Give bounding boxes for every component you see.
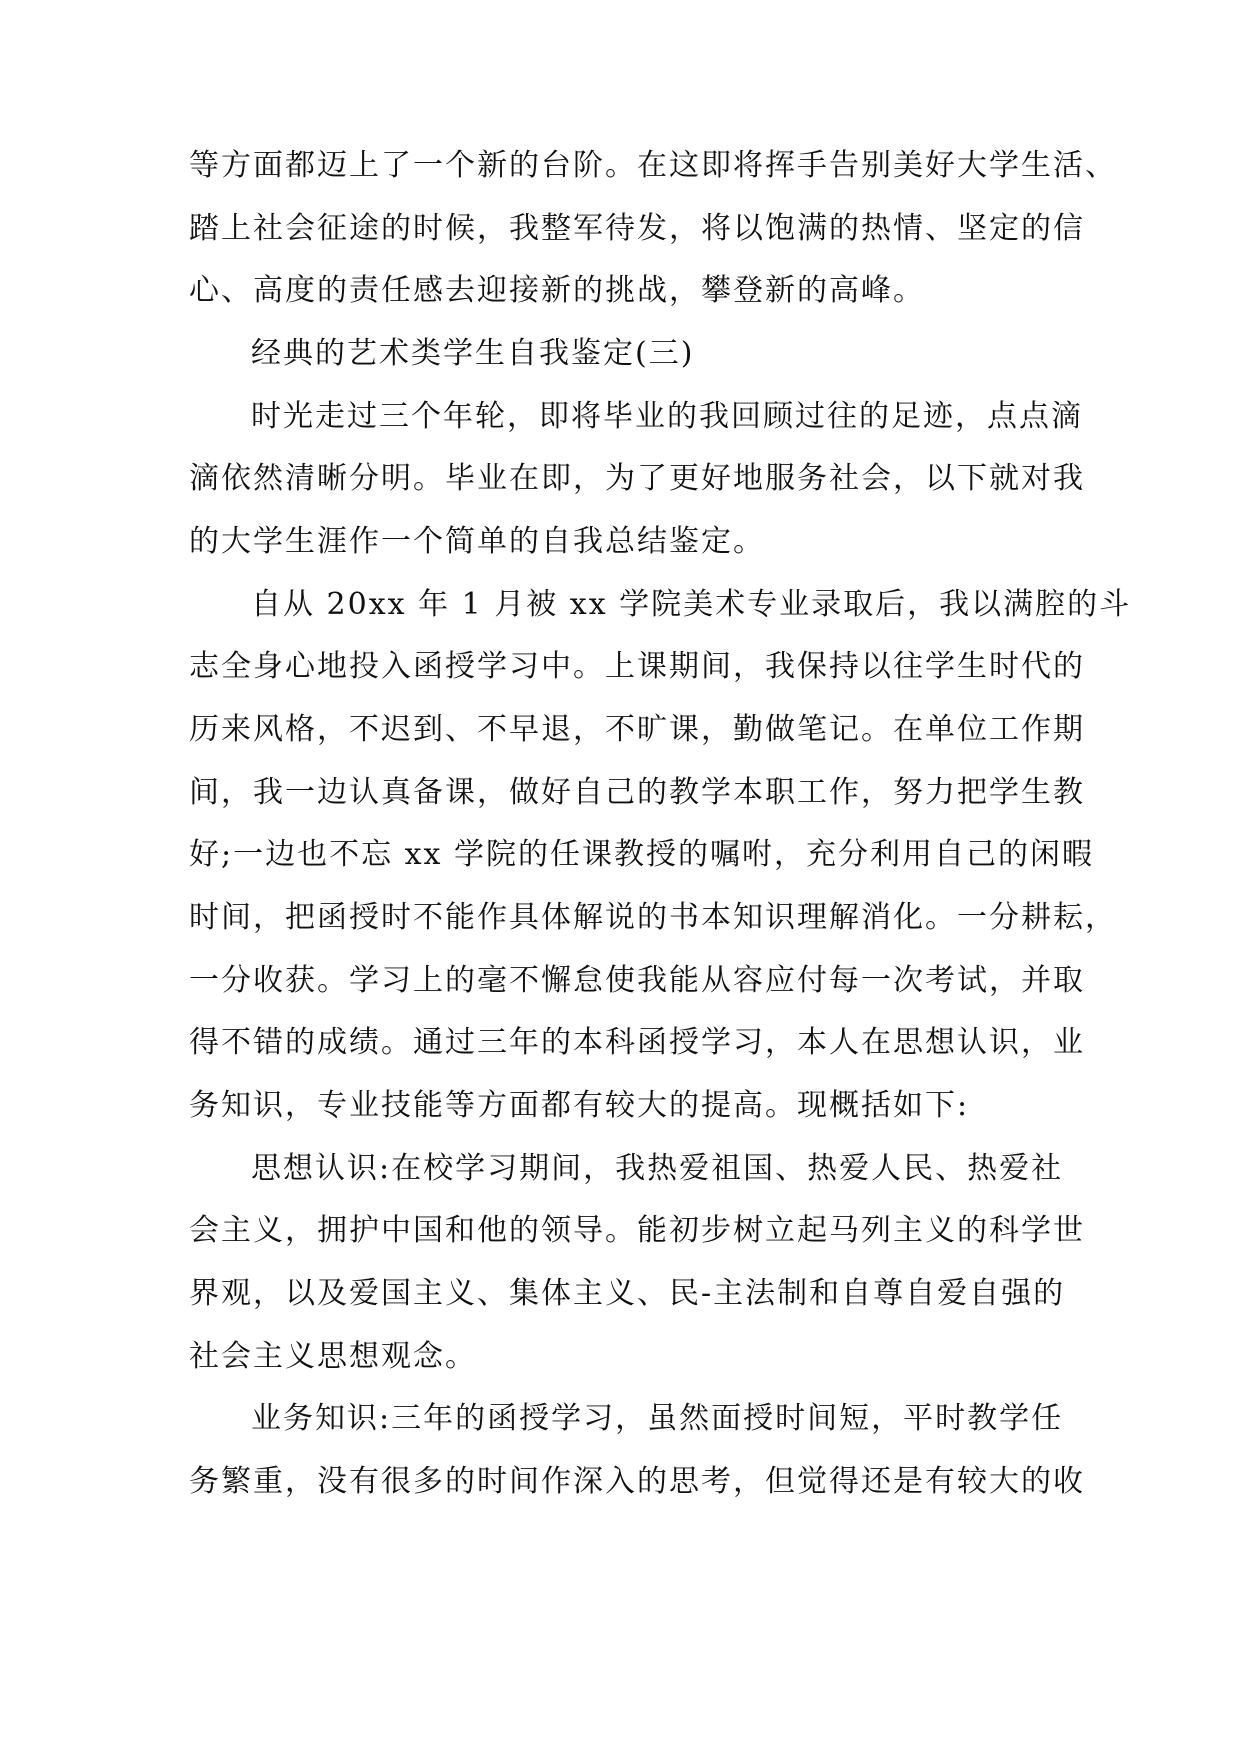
paragraph-line: 历来风格，不迟到、不早退，不旷课，勤做笔记。在单位工作期 — [189, 712, 1085, 747]
paragraph-line: 间，我一边认真备课，做好自己的教学本职工作，努力把学生教 — [189, 775, 1085, 810]
paragraph-line: 志全身心地投入函授学习中。上课期间，我保持以往学生时代的 — [189, 649, 1085, 684]
paragraph-line: 业务知识:三年的函授学习，虽然面授时间短，平时教学任 — [251, 1401, 1064, 1436]
paragraph-line: 务知识，专业技能等方面都有较大的提高。现概括如下: — [189, 1088, 970, 1123]
paragraph-line: 得不错的成绩。通过三年的本科函授学习，本人在思想认识，业 — [189, 1025, 1085, 1060]
paragraph-line: 思想认识:在校学习期间，我热爱祖国、热爱人民、热爱社 — [251, 1151, 1064, 1186]
paragraph-line: 的大学生涯作一个简单的自我总结鉴定。 — [189, 524, 765, 559]
paragraph-line: 界观，以及爱国主义、集体主义、民-主法制和自尊自爱自强的 — [189, 1276, 1066, 1311]
paragraph-line: 一分收获。学习上的毫不懈怠使我能从容应付每一次考试，并取 — [189, 963, 1085, 998]
paragraph-line: 务繁重，没有很多的时间作深入的思考，但觉得还是有较大的收 — [189, 1464, 1085, 1499]
section-heading: 经典的艺术类学生自我鉴定(三) — [251, 336, 695, 371]
paragraph-line: 滴依然清晰分明。毕业在即，为了更好地服务社会，以下就对我 — [189, 461, 1085, 496]
paragraph-line: 自从 20xx 年 1 月被 xx 学院美术专业录取后，我以满腔的斗 — [251, 587, 1132, 622]
paragraph-line: 好;一边也不忘 xx 学院的任课教授的嘱咐，充分利用自己的闲暇 — [189, 837, 1095, 872]
paragraph-line: 时光走过三个年轮，即将毕业的我回顾过往的足迹，点点滴 — [251, 399, 1083, 434]
paragraph-line: 踏上社会征途的时候，我整军待发，将以饱满的热情、坚定的信 — [189, 211, 1085, 246]
paragraph-line: 等方面都迈上了一个新的台阶。在这即将挥手告别美好大学生活、 — [189, 148, 1117, 183]
paragraph-line: 时间，把函授时不能作具体解说的书本知识理解消化。一分耕耘， — [189, 900, 1117, 935]
paragraph-line: 会主义，拥护中国和他的领导。能初步树立起马列主义的科学世 — [189, 1213, 1085, 1248]
paragraph-line: 心、高度的责任感去迎接新的挑战，攀登新的高峰。 — [189, 273, 925, 308]
paragraph-line: 社会主义思想观念。 — [189, 1339, 477, 1374]
